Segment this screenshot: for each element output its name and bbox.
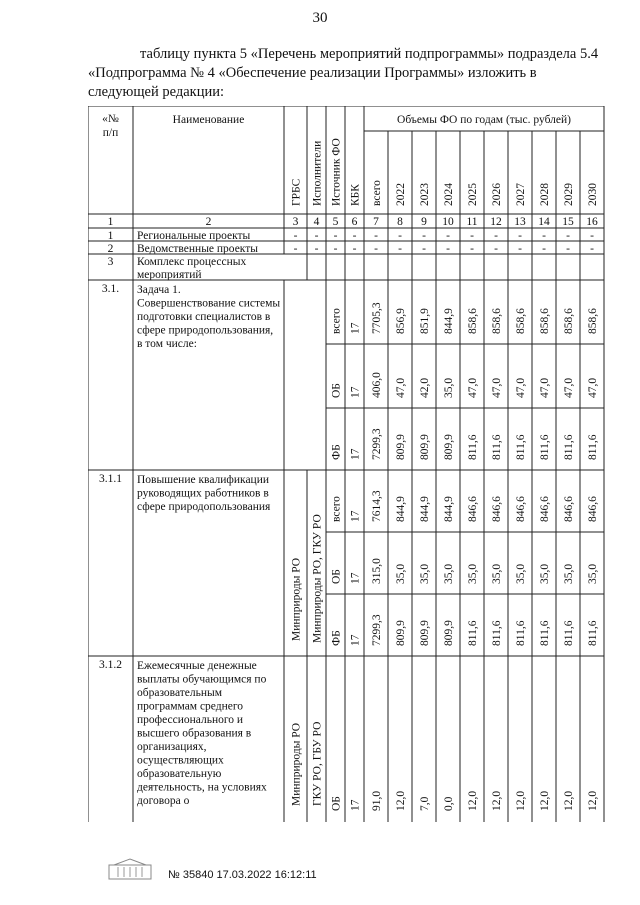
value-cell: 35,0 <box>395 563 407 584</box>
column-number: 7 <box>373 216 379 228</box>
column-number: 15 <box>562 216 574 228</box>
column-number: 14 <box>538 216 550 228</box>
value-cell: 47,0 <box>563 377 575 398</box>
value-cell: 858,6 <box>491 308 503 334</box>
value-cell: 811,6 <box>587 434 599 460</box>
value-cell: 844,9 <box>419 496 431 522</box>
value-cell: 42,0 <box>419 377 431 398</box>
intro-line-2: «Подпрограмма № 4 «Обеспечение реализации Программы» изложить в <box>88 65 537 81</box>
dash-cell: - <box>518 230 522 242</box>
header-year: 2023 <box>419 183 431 206</box>
subrow-kbk: 17 <box>349 448 362 460</box>
subrow-source: ОБ <box>330 569 343 584</box>
value-cell: 846,6 <box>515 496 527 522</box>
section-num: 3.1. <box>101 283 120 295</box>
value-cell: 12,0 <box>491 790 503 811</box>
subrow-source: ОБ <box>330 383 343 398</box>
dash-cell: - <box>542 230 546 242</box>
subrow-kbk: 17 <box>349 634 362 646</box>
value-cell: 47,0 <box>491 377 503 398</box>
value-cell: 47,0 <box>467 377 479 398</box>
value-cell: 811,6 <box>515 620 527 646</box>
intro-line-1: таблицу пункта 5 «Перечень мероприятий подпрограммы» подраздела 5.4 <box>140 46 599 62</box>
value-cell: 12,0 <box>563 790 575 811</box>
dash-cell: - <box>352 243 357 255</box>
value-cell: 315,0 <box>371 558 383 584</box>
value-cell: 47,0 <box>587 377 599 398</box>
dash-cell: - <box>314 230 319 242</box>
subrow-source: всего <box>330 308 343 334</box>
dash-cell: - <box>374 230 378 242</box>
value-cell: 851,9 <box>419 308 431 334</box>
value-cell: 858,6 <box>515 308 527 334</box>
value-cell: 35,0 <box>515 563 527 584</box>
value-cell: 811,6 <box>467 434 479 460</box>
value-cell: 846,6 <box>467 496 479 522</box>
subrow-kbk: 17 <box>349 322 362 334</box>
value-cell: 12,0 <box>467 790 479 811</box>
section-grbs: Минприроды РО <box>290 722 303 806</box>
value-cell: 91,0 <box>371 790 383 811</box>
value-cell: 0,0 <box>443 796 455 811</box>
value-cell: 858,6 <box>587 308 599 334</box>
value-cell: 844,9 <box>443 496 455 522</box>
value-cell: 7,0 <box>419 796 431 811</box>
dash-cell: - <box>374 243 378 255</box>
page-number: 30 <box>312 10 328 26</box>
row-name: Ведомственные проекты <box>137 243 258 255</box>
header-name: Наименование <box>172 114 245 126</box>
section-num: 3.1.1 <box>99 473 122 485</box>
measures-table <box>88 106 612 822</box>
dash-cell: - <box>333 243 338 255</box>
value-cell: 406,0 <box>371 372 383 398</box>
subrow-kbk: 17 <box>349 510 362 522</box>
row-num: 3 <box>107 256 114 268</box>
column-number: 11 <box>466 216 478 228</box>
column-number: 5 <box>332 216 339 228</box>
registry-stamp-icon <box>108 857 152 881</box>
value-cell: 35,0 <box>419 563 431 584</box>
header-executors: Исполнители <box>311 140 324 206</box>
column-number: 12 <box>490 216 502 228</box>
value-cell: 846,6 <box>491 496 503 522</box>
section-name: Задача 1. Совершенствование системы подготовки специалистов в сфере природопользования, в том числе: <box>137 284 281 350</box>
column-number: 3 <box>292 216 299 228</box>
value-cell: 809,9 <box>419 620 431 646</box>
value-cell: 811,6 <box>587 620 599 646</box>
dash-cell: - <box>566 230 570 242</box>
column-number: 2 <box>205 216 212 228</box>
header-source: Источник ФО <box>330 138 343 206</box>
value-cell: 811,6 <box>563 620 575 646</box>
header-year: 2026 <box>491 183 503 206</box>
section-executors: Минприроды РО, ГКУ РО <box>311 514 324 643</box>
subrow-source: всего <box>330 496 343 522</box>
row-num: 2 <box>107 243 114 255</box>
document-registration-id: № 35840 17.03.2022 16:12:11 <box>168 869 317 881</box>
dash-cell: - <box>422 230 426 242</box>
section-grbs: Минприроды РО <box>290 557 303 641</box>
dash-cell: - <box>590 230 594 242</box>
value-cell: 856,9 <box>395 308 407 334</box>
value-cell: 809,9 <box>443 434 455 460</box>
value-cell: 809,9 <box>419 434 431 460</box>
header-kbk: КБК <box>349 184 362 206</box>
header-year: 2030 <box>587 183 599 206</box>
value-cell: 35,0 <box>443 377 455 398</box>
dash-cell: - <box>542 243 546 255</box>
header-volumes: Объемы ФО по годам (тыс. рублей) <box>397 114 571 126</box>
value-cell: 47,0 <box>515 377 527 398</box>
value-cell: 858,6 <box>467 308 479 334</box>
value-cell: 811,6 <box>467 620 479 646</box>
value-cell: 47,0 <box>395 377 407 398</box>
header-year: 2025 <box>467 183 479 206</box>
intro-text <box>88 45 608 102</box>
header-year: 2029 <box>563 183 575 206</box>
value-cell: 844,9 <box>395 496 407 522</box>
subrow-source: ФБ <box>330 630 343 646</box>
column-number: 16 <box>586 216 598 228</box>
value-cell: 7299,3 <box>371 428 383 460</box>
value-cell: 858,6 <box>563 308 575 334</box>
section-name: Ежемесячные денежные выплаты обучающимся по образовательным программам среднего профессионального и высшего образования в организациях, осуществляющих образовательную деятельность, на условиях договора о <box>137 660 267 807</box>
column-number: 9 <box>421 216 427 228</box>
value-cell: 12,0 <box>539 790 551 811</box>
value-cell: 811,6 <box>539 620 551 646</box>
dash-cell: - <box>352 230 357 242</box>
header-year: всего <box>371 180 383 206</box>
dash-cell: - <box>494 230 498 242</box>
value-cell: 35,0 <box>491 563 503 584</box>
value-cell: 35,0 <box>467 563 479 584</box>
dash-cell: - <box>590 243 594 255</box>
row-name: Комплекс процессных мероприятий <box>137 256 247 281</box>
subrow-source: ОБ <box>330 796 343 811</box>
value-cell: 47,0 <box>539 377 551 398</box>
value-cell: 35,0 <box>563 563 575 584</box>
dash-cell: - <box>494 243 498 255</box>
subrow-kbk: 17 <box>349 386 362 398</box>
value-cell: 809,9 <box>443 620 455 646</box>
column-number: 1 <box>107 216 114 228</box>
section-executors: ГКУ РО, ГБУ РО <box>311 721 324 806</box>
dash-cell: - <box>566 243 570 255</box>
value-cell: 846,6 <box>539 496 551 522</box>
subrow-source: ФБ <box>330 444 343 460</box>
value-cell: 7614,3 <box>371 490 383 522</box>
header-year: 2028 <box>539 183 551 206</box>
dash-cell: - <box>333 230 338 242</box>
dash-cell: - <box>398 230 402 242</box>
value-cell: 35,0 <box>443 563 455 584</box>
row-name: Региональные проекты <box>137 230 251 242</box>
value-cell: 12,0 <box>587 790 599 811</box>
subrow-kbk: 17 <box>349 799 362 811</box>
value-cell: 846,6 <box>587 496 599 522</box>
intro-line-3: следующей редакции: <box>88 84 225 100</box>
dash-cell: - <box>446 230 450 242</box>
dash-cell: - <box>314 243 319 255</box>
dash-cell: - <box>518 243 522 255</box>
header-year: 2022 <box>395 183 407 206</box>
header-year: 2027 <box>515 183 527 206</box>
value-cell: 811,6 <box>539 434 551 460</box>
value-cell: 844,9 <box>443 308 455 334</box>
row-num: 1 <box>107 230 114 242</box>
value-cell: 809,9 <box>395 434 407 460</box>
header-year: 2024 <box>443 183 455 206</box>
value-cell: 12,0 <box>515 790 527 811</box>
dash-cell: - <box>470 230 474 242</box>
value-cell: 811,6 <box>491 620 503 646</box>
value-cell: 7299,3 <box>371 614 383 646</box>
header-num: «№ <box>102 113 119 125</box>
dash-cell: - <box>422 243 426 255</box>
column-number: 6 <box>351 216 358 228</box>
column-number: 10 <box>442 216 454 228</box>
header-num: п/п <box>102 127 119 139</box>
value-cell: 35,0 <box>539 563 551 584</box>
header-grbs: ГРБС <box>290 178 303 206</box>
value-cell: 12,0 <box>395 790 407 811</box>
column-number: 8 <box>397 216 403 228</box>
dash-cell: - <box>446 243 450 255</box>
section-name: Повышение квалификации руководящих работников в сфере природопользования <box>137 474 271 513</box>
dash-cell: - <box>470 243 474 255</box>
value-cell: 35,0 <box>587 563 599 584</box>
column-number: 13 <box>514 216 526 228</box>
value-cell: 846,6 <box>563 496 575 522</box>
value-cell: 811,6 <box>563 434 575 460</box>
dash-cell: - <box>293 230 298 242</box>
value-cell: 811,6 <box>515 434 527 460</box>
section-num: 3.1.2 <box>99 659 122 671</box>
dash-cell: - <box>293 243 298 255</box>
value-cell: 7705,3 <box>371 302 383 334</box>
value-cell: 858,6 <box>539 308 551 334</box>
value-cell: 811,6 <box>491 434 503 460</box>
value-cell: 809,9 <box>395 620 407 646</box>
column-number: 4 <box>313 216 320 228</box>
dash-cell: - <box>398 243 402 255</box>
subrow-kbk: 17 <box>349 572 362 584</box>
